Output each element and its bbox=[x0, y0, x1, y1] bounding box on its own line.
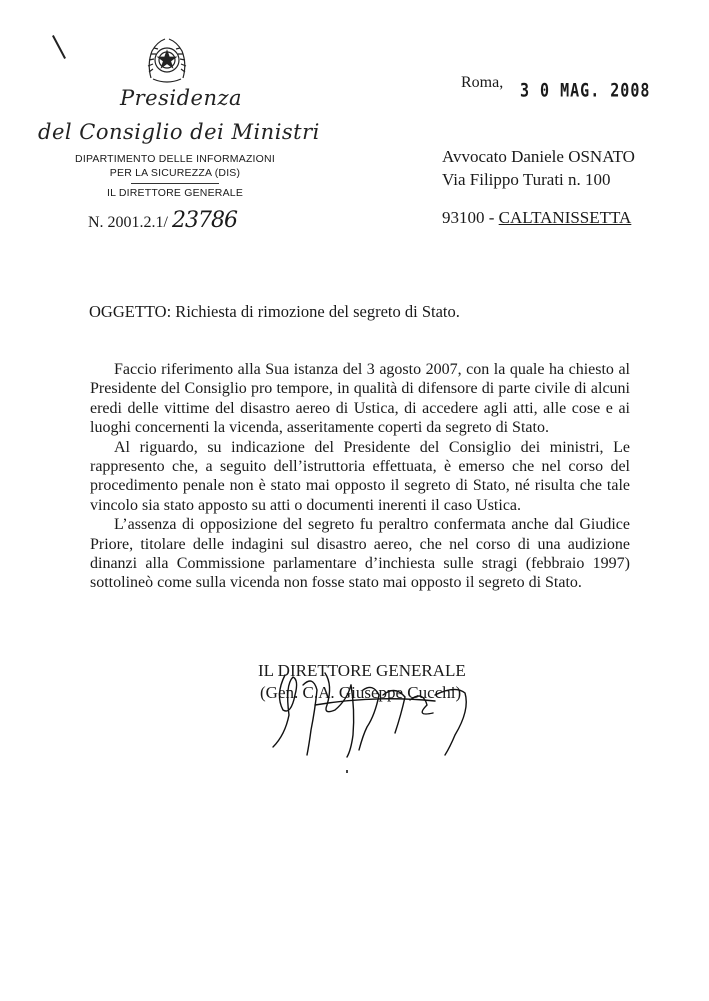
recipient-city-line bbox=[442, 208, 631, 228]
department-line-1: DIPARTIMENTO DELLE INFORMAZIONI bbox=[75, 153, 275, 165]
date-stamp: 3 0 MAG. 2008 bbox=[520, 79, 651, 102]
italian-republic-emblem-icon bbox=[143, 34, 191, 86]
protocol-prefix: N. 2001.2.1/ bbox=[88, 214, 168, 231]
handwritten-tick-mark bbox=[52, 35, 66, 59]
recipient-city: CALTANISSETTA bbox=[498, 208, 632, 227]
department-name bbox=[50, 152, 300, 180]
director-label: IL DIRETTORE GENERALE bbox=[106, 187, 244, 199]
signature-title: IL DIRETTORE GENERALE bbox=[258, 661, 466, 680]
divider bbox=[131, 183, 219, 184]
body-paragraph-1: Faccio riferimento alla Sua istanza del 3 agosto 2007, con la quale ha chiesto al Presidente del Consiglio pro tempore, in qualità di difensore di parte civile di alcuni eredi delle vittime del disastro aereo di Ustica, di accedere agli atti, alle cose e ai luoghi concernenti la vicenda, asseritamente coperti da segreto di Stato. bbox=[90, 361, 630, 437]
letter-body bbox=[90, 360, 630, 593]
letterhead-consiglio: del Consiglio dei Ministri bbox=[38, 120, 320, 144]
ink-dot bbox=[346, 770, 348, 773]
subject-line: OGGETTO: Richiesta di rimozione del segreto di Stato. bbox=[89, 302, 460, 321]
date-place: Roma, bbox=[461, 74, 504, 91]
letterhead-presidenza: Presidenza bbox=[120, 86, 243, 110]
protocol-number bbox=[88, 208, 237, 233]
recipient-name: Avvocato Daniele OSNATO bbox=[442, 147, 635, 166]
protocol-handwritten-number: 23786 bbox=[172, 208, 237, 233]
body-paragraph-2: Al riguardo, su indicazione del Presidente del Consiglio dei ministri, Le rappresento che, a seguito dell’istruttoria effettuata, è emerso che nel corso del procedimento penale non è stato mai opposto il segreto di Stato, né risulta che tale vincolo sia stato apposto su atti o documenti inerenti il caso Ustica. bbox=[90, 438, 630, 514]
signature-name: (Gen. C.A. Giuseppe Cucchi) bbox=[260, 683, 462, 702]
recipient-postcode: 93100 - bbox=[442, 208, 499, 227]
department-line-2: PER LA SICUREZZA (DIS) bbox=[109, 167, 241, 179]
body-paragraph-3: L’assenza di opposizione del segreto fu peraltro confermata anche dal Giudice Priore, titolare delle indagini sul disastro aereo, che nel corso di una audizione dinanzi alla Commissione parlamentare d’inchiesta sulle stragi (febbraio 1997) sottolineò come sulla vicenda non fosse stato mai opposto il segreto di Stato. bbox=[90, 516, 630, 592]
handwritten-signature bbox=[255, 655, 480, 765]
recipient-street: Via Filippo Turati n. 100 bbox=[442, 170, 611, 189]
